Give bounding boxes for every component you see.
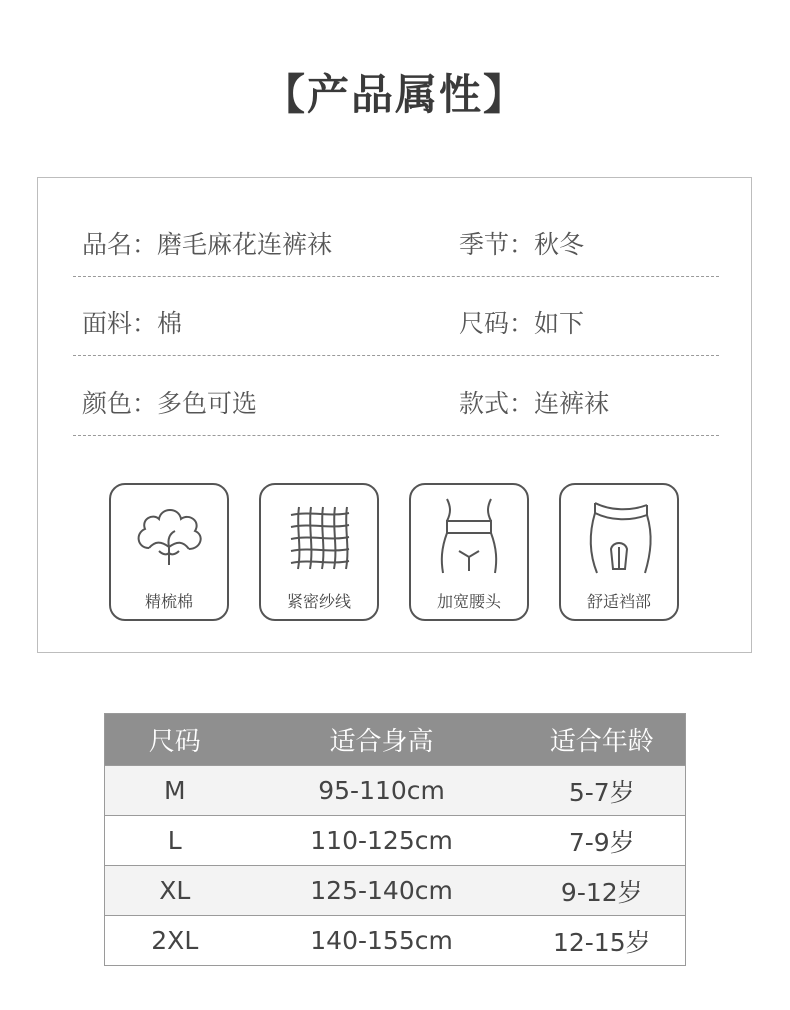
header-height: 适合身高 [245,714,519,766]
attributes-panel [37,177,752,653]
feature-card [109,483,229,621]
attribute-color: 颜色：多色可选 [82,389,258,418]
feature-label: 精梳棉 [144,592,193,611]
attribute-row [73,276,719,356]
cell-height: 125-140cm [245,866,519,916]
feature-card [409,483,529,621]
attribute-size: 尺码：如下 [459,309,585,338]
feature-card [559,483,679,621]
feature-label: 舒适裆部 [586,592,651,611]
cell-age: 12-15岁 [519,916,686,966]
table-row [105,916,686,966]
cell-height: 95-110cm [245,766,519,816]
attribute-fabric: 面料：棉 [82,309,183,338]
table-row [105,866,686,916]
attribute-season: 季节：秋冬 [459,230,585,259]
table-header-row [105,714,686,766]
feature-label: 加宽腰头 [436,592,501,611]
cell-age: 7-9岁 [519,816,686,866]
cell-height: 110-125cm [245,816,519,866]
cotton-icon [131,493,207,577]
attribute-row [73,356,719,436]
feature-label: 紧密纱线 [286,592,351,611]
attribute-name: 品名：磨毛麻花连裤袜 [82,230,333,259]
page-title: 【产品属性】 [262,70,527,119]
header-size: 尺码 [105,714,245,766]
attribute-row [73,197,719,277]
waistband-icon [431,493,507,577]
attribute-style: 款式：连裤袜 [459,389,610,418]
crotch-icon [581,493,657,577]
size-table [104,713,686,966]
feature-card [259,483,379,621]
cell-size: XL [105,866,245,916]
cell-height: 140-155cm [245,916,519,966]
cell-size: 2XL [105,916,245,966]
header-age: 适合年龄 [519,714,686,766]
table-row [105,816,686,866]
yarn-grid-icon [281,493,357,577]
table-row [105,766,686,816]
cell-size: L [105,816,245,866]
cell-size: M [105,766,245,816]
feature-icons [109,483,684,625]
cell-age: 5-7岁 [519,766,686,816]
cell-age: 9-12岁 [519,866,686,916]
